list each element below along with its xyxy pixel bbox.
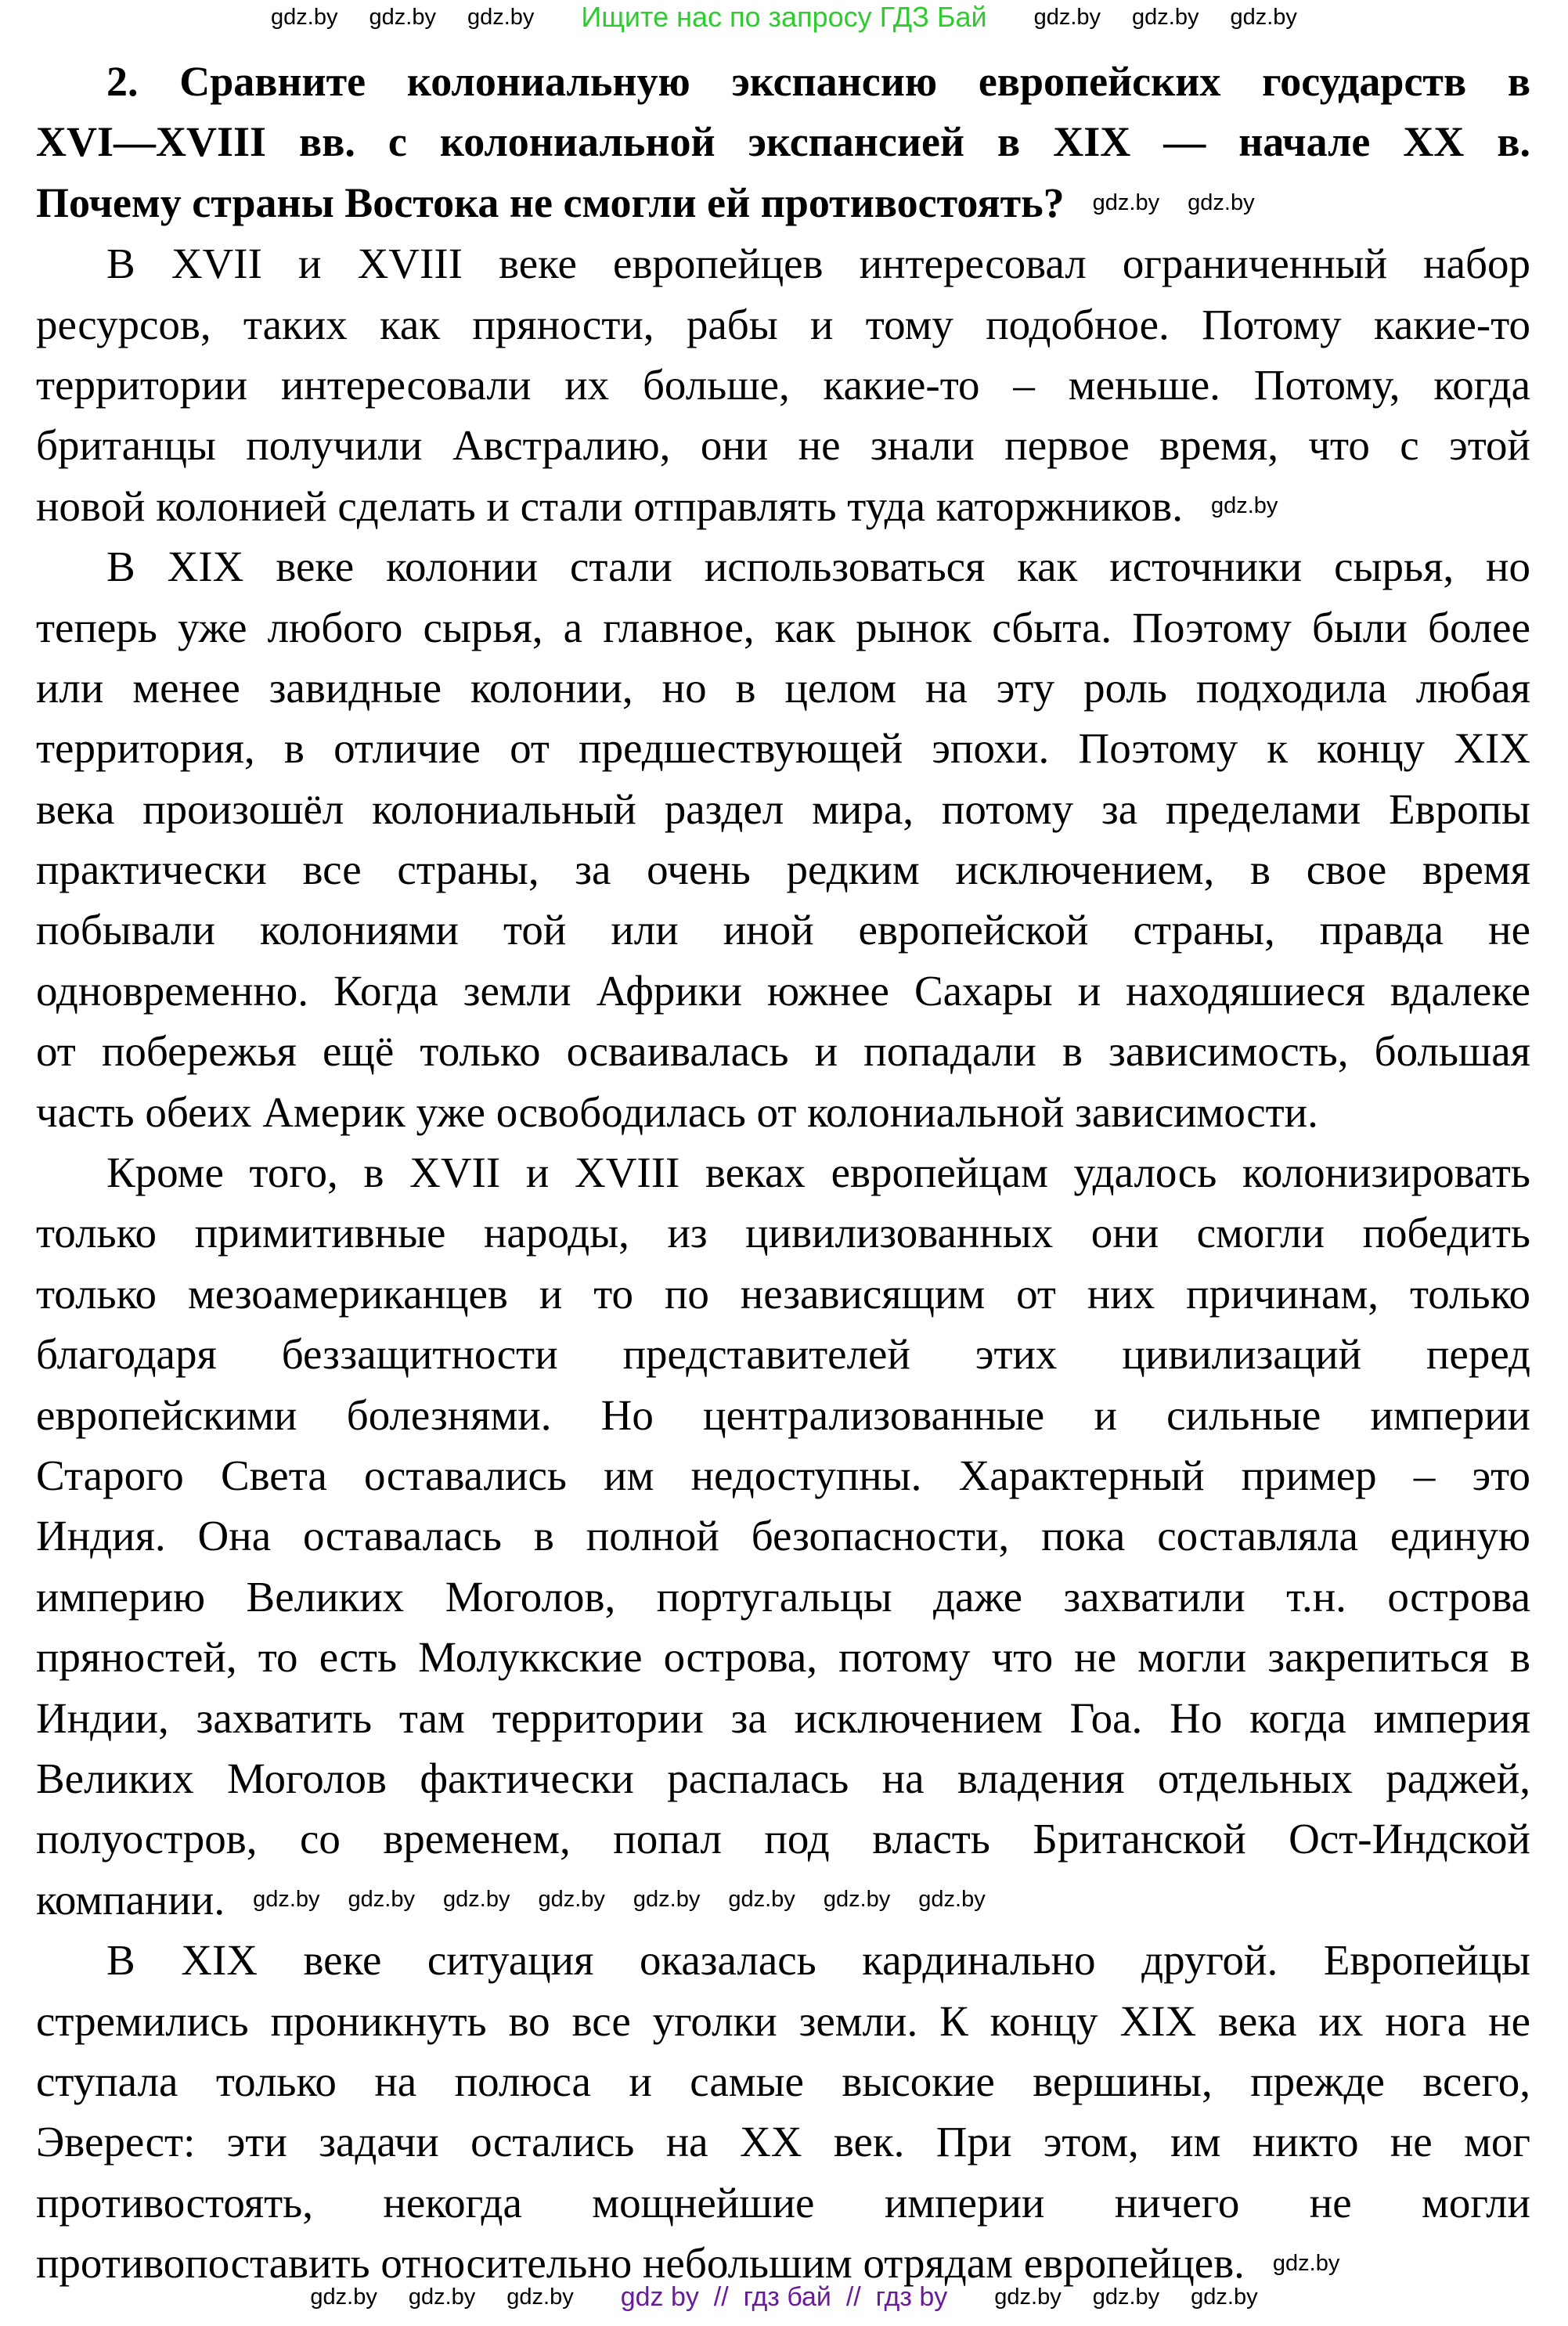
watermark-text: gdz.by [823,1887,891,1913]
line-text: пряностей, то есть Молуккские острова, потому что не могли закрепиться в [36,1633,1530,1682]
watermark-text: gdz.by [1210,493,1278,519]
paragraph-line [36,415,1530,475]
watermark-text: gdz.by [310,2285,377,2310]
paragraph-line [36,779,1530,839]
paragraph-line [36,597,1530,658]
question-title [36,52,1530,233]
watermark-text: gdz.by [633,1887,701,1913]
line-text: Эверест: эти задачи остались на XX век. При этом, им никто не мог [36,2118,1530,2166]
watermark-text: gdz.by [1272,2250,1340,2276]
line-text: Кроме того, в XVII и XVIII веках европейцам удалось колонизировать [106,1149,1530,1197]
paragraph-line [36,1082,1530,1142]
paragraph-line [36,1264,1530,1324]
line-text: только примитивные народы, из цивилизованных они смогли победить [36,1209,1530,1257]
paragraph-line [36,1506,1530,1566]
question-title-line [36,112,1530,172]
line-text: только мезоамериканцев и то по независящим от них причинам, только [36,1269,1530,1318]
line-text: территории интересовали их больше, какие-то – меньше. Потому, когда [36,360,1530,409]
paragraph-line [36,839,1530,900]
paragraph-line [36,1021,1530,1081]
watermark-text: gdz.by [443,1887,510,1913]
line-text: ступала только на полюса и самые высокие вершины, прежде всего, [36,2057,1530,2105]
document-body [36,52,1530,2293]
paragraph-line [36,355,1530,415]
line-text: Почему страны Востока не смогли ей противостоять? [36,179,1065,226]
paragraph-line [36,476,1530,536]
watermark-text: gdz.by [1092,2285,1160,2310]
paragraph-line [36,233,1530,294]
watermark-group [310,2284,573,2310]
paragraph-line [36,2111,1530,2172]
paragraph-line [36,294,1530,355]
watermark-text: gdz.by [994,2285,1062,2310]
line-text: территория, в отличие от предшествующей эпохи. Поэтому к концу XIX [36,724,1530,773]
line-text: Старого Света оставались им недоступны. Характерный пример – это [36,1451,1530,1499]
watermark-text: gdz.by [348,1887,415,1913]
footer-links[interactable]: gdz by // гдз бай // гдз by [620,2282,948,2312]
watermark-text: gdz.by [408,2285,476,2310]
paragraph-line [36,961,1530,1021]
line-text: империю Великих Моголов, португальцы даже захватили т.н. острова [36,1572,1530,1621]
paragraph-line [36,1627,1530,1687]
watermark-text: gdz.by [1191,2285,1258,2310]
line-text: стремились проникнуть во все уголки земли. К концу XIX века их нога не [36,1996,1530,2045]
paragraph-line [36,1809,1530,1869]
search-hint-banner [0,0,1568,34]
watermark-text: gdz.by [918,1887,986,1913]
line-text: 2. Сравните колониальную экспансию европейских государств в [106,58,1530,105]
paragraph-line [36,1930,1530,1990]
watermark-text: gdz.by [1230,5,1297,30]
line-text: компании. [36,1875,225,1924]
paragraph-line [36,1324,1530,1384]
answer-paragraph [36,1142,1530,1930]
watermark-text: gdz.by [728,1887,795,1913]
watermark-text: gdz.by [1188,190,1255,216]
line-text: теперь уже любого сырья, а главное, как рынок сбыта. Поэтому были более [36,603,1530,651]
search-hint-text: Ищите нас по запросу ГДЗ Бай [581,1,987,33]
line-text: новой колонией сделать и стали отправлять туда каторжников. [36,481,1183,530]
watermark-text: gdz.by [1132,5,1199,30]
line-text: от побережья ещё только осваивалась и попадали в зависимость, большая [36,1027,1530,1076]
answer-paragraph [36,1930,1530,2293]
paragraph-line [36,718,1530,778]
line-text: ресурсов, таких как пряности, рабы и тому подобное. Потому какие-то [36,300,1530,348]
watermark-text: gdz.by [271,5,338,30]
paragraph-line [36,1991,1530,2051]
paragraph-line [36,1142,1530,1203]
line-text: полуостров, со временем, попал под власть Британской Ост-Индской [36,1815,1530,1863]
watermark-group [1034,4,1297,31]
paragraph-line [36,658,1530,718]
footer-bar [0,2280,1568,2314]
line-text: противопоставить относительно небольшим отрядам европейцев. [36,2239,1245,2288]
watermark-group [271,4,534,31]
answer-paragraph [36,233,1530,536]
line-text: практически все страны, за очень редким исключением, в свое время [36,846,1530,894]
watermark-text: gdz.by [506,2285,574,2310]
paragraph-line [36,1748,1530,1809]
line-text: В XVII и XVIII веке европейцев интересовал ограниченный набор [106,240,1530,288]
paragraph-line [36,2051,1530,2111]
line-text: британцы получили Австралию, они не знали первое время, что с этой [36,421,1530,470]
line-text: В XIX веке колонии стали использоваться как источники сырья, но [106,543,1530,591]
line-text: противостоять, некогда мощнейшие империи ничего не могли [36,2178,1530,2227]
paragraph-line [36,1567,1530,1627]
watermark-text: gdz.by [1033,5,1101,30]
answer-paragraph [36,536,1530,1142]
watermark-group [994,2284,1257,2310]
paragraph-line [36,1385,1530,1445]
paragraph-line [36,1203,1530,1263]
line-text: XVI—XVIII вв. с колониальной экспансией в XIX — начале XX в. [36,118,1530,166]
line-text: благодаря беззащитности представителей этих цивилизаций перед [36,1330,1530,1379]
line-text: одновременно. Когда земли Африки южнее Сахары и находяшиеся вдалеке [36,966,1530,1015]
question-title-line [36,173,1530,233]
paragraph-line [36,900,1530,960]
watermark-text: gdz.by [467,5,535,30]
line-text: Индия. Она оставалась в полной безопасности, пока составляла единую [36,1512,1530,1560]
watermark-text: gdz.by [1092,190,1160,216]
line-text: европейскими болезнями. Но централизованные и сильные империи [36,1390,1530,1439]
question-title-line [36,52,1530,112]
line-text: часть обеих Америк уже освободилась от колониальной зависимости. [36,1087,1318,1136]
paragraph-line [36,1445,1530,1506]
watermark-text: gdz.by [253,1887,320,1913]
line-text: или менее завидные колонии, но в целом на эту роль подходила любая [36,663,1530,712]
watermark-text: gdz.by [369,5,436,30]
line-text: века произошёл колониальный раздел мира, потому за пределами Европы [36,784,1530,833]
paragraph-line [36,2173,1530,2233]
watermark-text: gdz.by [538,1887,605,1913]
paragraph-line [36,1870,1530,1930]
paragraph-line [36,1688,1530,1748]
line-text: Индии, захватить там территории за исключением Гоа. Но когда империя [36,1693,1530,1742]
paragraph-line [36,536,1530,597]
line-text: В XIX веке ситуация оказалась кардинально другой. Европейцы [106,1936,1530,1985]
line-text: побывали колониями той или иной европейской страны, правда не [36,906,1530,954]
line-text: Великих Моголов фактически распалась на владения отдельных раджей, [36,1754,1530,1802]
